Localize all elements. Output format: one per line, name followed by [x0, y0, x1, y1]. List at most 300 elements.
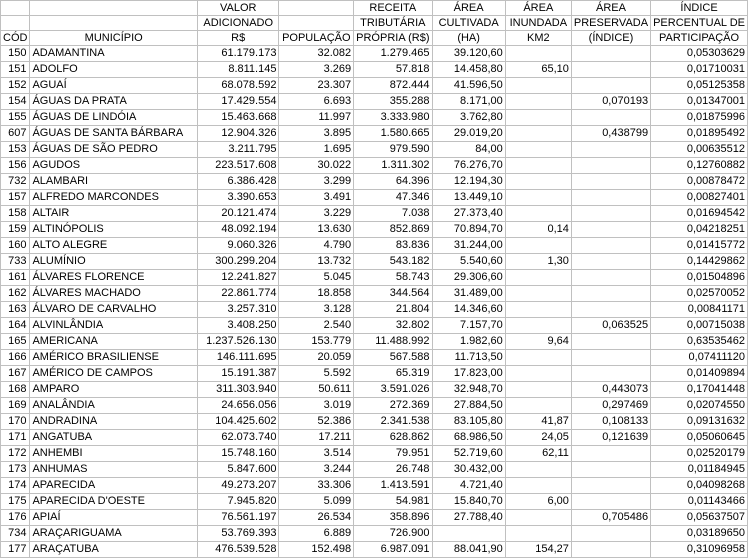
cell-valor-adicionado[interactable]: 20.121.474 — [197, 206, 278, 222]
cell-receita-tributaria[interactable]: 47.346 — [354, 190, 432, 206]
cell-indice-participacao[interactable]: 0,01347001 — [651, 94, 748, 110]
cell-receita-tributaria[interactable]: 58.743 — [354, 270, 432, 286]
cell-area-cultivada[interactable]: 29.019,20 — [432, 126, 505, 142]
cell-populacao[interactable]: 5.592 — [279, 366, 354, 382]
cell-indice-participacao[interactable]: 0,00827401 — [651, 190, 748, 206]
cell-area-cultivada[interactable]: 17.823,00 — [432, 366, 505, 382]
cell-populacao[interactable]: 2.540 — [279, 318, 354, 334]
cell-cod[interactable]: 160 — [1, 238, 30, 254]
header-cell-area-inundada[interactable]: ÁREA — [505, 1, 571, 16]
cell-area-cultivada[interactable]: 7.157,70 — [432, 318, 505, 334]
cell-receita-tributaria[interactable]: 1.279.465 — [354, 46, 432, 62]
cell-populacao[interactable]: 3.229 — [279, 206, 354, 222]
cell-receita-tributaria[interactable]: 1.413.591 — [354, 478, 432, 494]
cell-receita-tributaria[interactable]: 1.311.302 — [354, 158, 432, 174]
cell-area-inundada[interactable]: 154,27 — [505, 542, 571, 558]
cell-populacao[interactable]: 1.695 — [279, 142, 354, 158]
cell-municipio[interactable]: AGUAÍ — [30, 78, 198, 94]
cell-area-preservada[interactable] — [571, 542, 650, 558]
cell-populacao[interactable]: 3.895 — [279, 126, 354, 142]
header-cell-area-inundada[interactable]: KM2 — [505, 31, 571, 46]
cell-indice-participacao[interactable]: 0,01409894 — [651, 366, 748, 382]
cell-populacao[interactable]: 17.211 — [279, 430, 354, 446]
cell-valor-adicionado[interactable]: 15.748.160 — [197, 446, 278, 462]
cell-receita-tributaria[interactable]: 355.288 — [354, 94, 432, 110]
cell-municipio[interactable]: ANGATUBA — [30, 430, 198, 446]
cell-populacao[interactable]: 13.732 — [279, 254, 354, 270]
cell-valor-adicionado[interactable]: 476.539.528 — [197, 542, 278, 558]
cell-receita-tributaria[interactable]: 3.333.980 — [354, 110, 432, 126]
cell-indice-participacao[interactable]: 0,01875996 — [651, 110, 748, 126]
cell-populacao[interactable]: 13.630 — [279, 222, 354, 238]
cell-cod[interactable]: 732 — [1, 174, 30, 190]
cell-municipio[interactable]: ADAMANTINA — [30, 46, 198, 62]
cell-receita-tributaria[interactable]: 872.444 — [354, 78, 432, 94]
cell-indice-participacao[interactable]: 0,63535462 — [651, 334, 748, 350]
cell-area-cultivada[interactable]: 83.105,80 — [432, 414, 505, 430]
cell-receita-tributaria[interactable]: 272.369 — [354, 398, 432, 414]
cell-area-cultivada[interactable]: 27.373,40 — [432, 206, 505, 222]
cell-valor-adicionado[interactable]: 24.656.056 — [197, 398, 278, 414]
cell-municipio[interactable]: AGUDOS — [30, 158, 198, 174]
cell-municipio[interactable]: ÁLVARES FLORENCE — [30, 270, 198, 286]
cell-municipio[interactable]: ARAÇARIGUAMA — [30, 526, 198, 542]
cell-valor-adicionado[interactable]: 1.237.526.130 — [197, 334, 278, 350]
cell-area-preservada[interactable] — [571, 190, 650, 206]
cell-area-inundada[interactable] — [505, 350, 571, 366]
header-cell-indice-participacao[interactable]: PARTICIPAÇÃO — [651, 31, 748, 46]
header-cell-receita-tributaria[interactable]: PRÓPRIA (R$) — [354, 31, 432, 46]
cell-area-inundada[interactable] — [505, 270, 571, 286]
cell-area-inundada[interactable]: 41,87 — [505, 414, 571, 430]
cell-populacao[interactable]: 18.858 — [279, 286, 354, 302]
cell-populacao[interactable]: 3.019 — [279, 398, 354, 414]
cell-populacao[interactable]: 6.889 — [279, 526, 354, 542]
cell-municipio[interactable]: ALVINLÂNDIA — [30, 318, 198, 334]
cell-area-preservada[interactable] — [571, 366, 650, 382]
cell-municipio[interactable]: ALTINÓPOLIS — [30, 222, 198, 238]
header-cell-receita-tributaria[interactable]: TRIBUTÁRIA — [354, 16, 432, 31]
cell-area-inundada[interactable] — [505, 526, 571, 542]
cell-area-cultivada[interactable]: 4.721,40 — [432, 478, 505, 494]
cell-area-preservada[interactable] — [571, 254, 650, 270]
cell-municipio[interactable]: ARAÇATUBA — [30, 542, 198, 558]
cell-indice-participacao[interactable]: 0,01143466 — [651, 494, 748, 510]
cell-valor-adicionado[interactable]: 6.386.428 — [197, 174, 278, 190]
cell-receita-tributaria[interactable]: 3.591.026 — [354, 382, 432, 398]
cell-receita-tributaria[interactable]: 344.564 — [354, 286, 432, 302]
header-cell-receita-tributaria[interactable]: RECEITA — [354, 1, 432, 16]
cell-receita-tributaria[interactable]: 852.869 — [354, 222, 432, 238]
cell-cod[interactable]: 177 — [1, 542, 30, 558]
cell-area-inundada[interactable]: 62,11 — [505, 446, 571, 462]
cell-area-inundada[interactable] — [505, 478, 571, 494]
cell-valor-adicionado[interactable]: 311.303.940 — [197, 382, 278, 398]
cell-cod[interactable]: 154 — [1, 94, 30, 110]
cell-valor-adicionado[interactable]: 53.769.393 — [197, 526, 278, 542]
cell-area-preservada[interactable] — [571, 350, 650, 366]
cell-populacao[interactable]: 3.244 — [279, 462, 354, 478]
cell-municipio[interactable]: ALFREDO MARCONDES — [30, 190, 198, 206]
cell-area-cultivada[interactable]: 31.489,00 — [432, 286, 505, 302]
cell-area-preservada[interactable]: 0,063525 — [571, 318, 650, 334]
cell-municipio[interactable]: ANHUMAS — [30, 462, 198, 478]
header-cell-municipio[interactable] — [30, 1, 198, 16]
cell-area-inundada[interactable] — [505, 94, 571, 110]
cell-area-preservada[interactable] — [571, 334, 650, 350]
cell-area-cultivada[interactable]: 11.713,50 — [432, 350, 505, 366]
cell-indice-participacao[interactable]: 0,00635512 — [651, 142, 748, 158]
cell-cod[interactable]: 161 — [1, 270, 30, 286]
cell-receita-tributaria[interactable]: 65.319 — [354, 366, 432, 382]
cell-indice-participacao[interactable]: 0,01895492 — [651, 126, 748, 142]
cell-populacao[interactable]: 3.128 — [279, 302, 354, 318]
cell-indice-participacao[interactable]: 0,05060645 — [651, 430, 748, 446]
cell-receita-tributaria[interactable]: 57.818 — [354, 62, 432, 78]
cell-cod[interactable]: 174 — [1, 478, 30, 494]
cell-municipio[interactable]: ANALÂNDIA — [30, 398, 198, 414]
cell-area-inundada[interactable] — [505, 398, 571, 414]
cell-receita-tributaria[interactable]: 979.590 — [354, 142, 432, 158]
cell-area-preservada[interactable]: 0,705486 — [571, 510, 650, 526]
cell-indice-participacao[interactable]: 0,12760882 — [651, 158, 748, 174]
cell-populacao[interactable]: 3.491 — [279, 190, 354, 206]
cell-receita-tributaria[interactable]: 6.987.091 — [354, 542, 432, 558]
cell-populacao[interactable]: 3.514 — [279, 446, 354, 462]
cell-area-cultivada[interactable]: 8.171,00 — [432, 94, 505, 110]
header-cell-area-preservada[interactable]: PRESERVADA — [571, 16, 650, 31]
cell-area-inundada[interactable] — [505, 110, 571, 126]
cell-area-cultivada[interactable]: 14.458,80 — [432, 62, 505, 78]
cell-area-inundada[interactable] — [505, 462, 571, 478]
cell-indice-participacao[interactable]: 0,01504896 — [651, 270, 748, 286]
cell-populacao[interactable]: 11.997 — [279, 110, 354, 126]
cell-area-inundada[interactable] — [505, 78, 571, 94]
cell-area-inundada[interactable] — [505, 206, 571, 222]
cell-populacao[interactable]: 52.386 — [279, 414, 354, 430]
cell-indice-participacao[interactable]: 0,01710031 — [651, 62, 748, 78]
cell-valor-adicionado[interactable]: 62.073.740 — [197, 430, 278, 446]
cell-area-cultivada[interactable]: 27.884,50 — [432, 398, 505, 414]
cell-cod[interactable]: 156 — [1, 158, 30, 174]
cell-area-preservada[interactable]: 0,443073 — [571, 382, 650, 398]
cell-area-cultivada[interactable]: 31.244,00 — [432, 238, 505, 254]
cell-valor-adicionado[interactable]: 61.179.173 — [197, 46, 278, 62]
cell-area-preservada[interactable]: 0,108133 — [571, 414, 650, 430]
cell-indice-participacao[interactable]: 0,01184945 — [651, 462, 748, 478]
cell-indice-participacao[interactable]: 0,04218251 — [651, 222, 748, 238]
cell-indice-participacao[interactable]: 0,02520179 — [651, 446, 748, 462]
cell-indice-participacao[interactable]: 0,01694542 — [651, 206, 748, 222]
cell-area-preservada[interactable] — [571, 222, 650, 238]
cell-municipio[interactable]: ÁGUAS DE LINDÓIA — [30, 110, 198, 126]
cell-indice-participacao[interactable]: 0,07411120 — [651, 350, 748, 366]
cell-receita-tributaria[interactable]: 1.580.665 — [354, 126, 432, 142]
header-cell-cod[interactable] — [1, 16, 30, 31]
cell-indice-participacao[interactable]: 0,03189650 — [651, 526, 748, 542]
cell-area-preservada[interactable] — [571, 446, 650, 462]
cell-valor-adicionado[interactable]: 5.847.600 — [197, 462, 278, 478]
cell-indice-participacao[interactable]: 0,02570052 — [651, 286, 748, 302]
cell-valor-adicionado[interactable]: 49.273.207 — [197, 478, 278, 494]
cell-valor-adicionado[interactable]: 76.561.197 — [197, 510, 278, 526]
cell-cod[interactable]: 171 — [1, 430, 30, 446]
header-cell-area-inundada[interactable]: INUNDADA — [505, 16, 571, 31]
cell-receita-tributaria[interactable]: 83.836 — [354, 238, 432, 254]
cell-indice-participacao[interactable]: 0,01415772 — [651, 238, 748, 254]
cell-area-inundada[interactable] — [505, 302, 571, 318]
cell-cod[interactable]: 175 — [1, 494, 30, 510]
cell-receita-tributaria[interactable]: 543.182 — [354, 254, 432, 270]
header-cell-area-preservada[interactable]: (ÍNDICE) — [571, 31, 650, 46]
cell-area-inundada[interactable] — [505, 190, 571, 206]
cell-area-preservada[interactable]: 0,070193 — [571, 94, 650, 110]
cell-receita-tributaria[interactable]: 628.862 — [354, 430, 432, 446]
cell-valor-adicionado[interactable]: 12.241.827 — [197, 270, 278, 286]
cell-area-cultivada[interactable]: 39.120,60 — [432, 46, 505, 62]
cell-receita-tributaria[interactable]: 21.804 — [354, 302, 432, 318]
cell-municipio[interactable]: ÁGUAS DA PRATA — [30, 94, 198, 110]
cell-cod[interactable]: 158 — [1, 206, 30, 222]
cell-valor-adicionado[interactable]: 223.517.608 — [197, 158, 278, 174]
cell-populacao[interactable]: 26.534 — [279, 510, 354, 526]
header-cell-populacao[interactable] — [279, 1, 354, 16]
cell-populacao[interactable]: 152.498 — [279, 542, 354, 558]
cell-area-cultivada[interactable] — [432, 526, 505, 542]
cell-cod[interactable]: 155 — [1, 110, 30, 126]
cell-receita-tributaria[interactable]: 358.896 — [354, 510, 432, 526]
cell-area-preservada[interactable] — [571, 302, 650, 318]
cell-area-cultivada[interactable]: 30.432,00 — [432, 462, 505, 478]
cell-populacao[interactable]: 5.045 — [279, 270, 354, 286]
cell-area-cultivada[interactable]: 13.449,10 — [432, 190, 505, 206]
cell-area-preservada[interactable] — [571, 478, 650, 494]
header-cell-cod[interactable] — [1, 1, 30, 16]
cell-area-preservada[interactable]: 0,438799 — [571, 126, 650, 142]
cell-valor-adicionado[interactable]: 300.299.204 — [197, 254, 278, 270]
cell-area-inundada[interactable]: 6,00 — [505, 494, 571, 510]
header-cell-area-cultivada[interactable]: CULTIVADA — [432, 16, 505, 31]
cell-receita-tributaria[interactable]: 567.588 — [354, 350, 432, 366]
cell-area-preservada[interactable] — [571, 46, 650, 62]
cell-valor-adicionado[interactable]: 15.191.387 — [197, 366, 278, 382]
cell-indice-participacao[interactable]: 0,09131632 — [651, 414, 748, 430]
cell-municipio[interactable]: ALTAIR — [30, 206, 198, 222]
cell-populacao[interactable]: 4.790 — [279, 238, 354, 254]
cell-populacao[interactable]: 30.022 — [279, 158, 354, 174]
header-cell-area-cultivada[interactable]: ÁREA — [432, 1, 505, 16]
cell-area-inundada[interactable] — [505, 126, 571, 142]
cell-area-inundada[interactable]: 65,10 — [505, 62, 571, 78]
cell-area-inundada[interactable] — [505, 46, 571, 62]
cell-valor-adicionado[interactable]: 15.463.668 — [197, 110, 278, 126]
cell-valor-adicionado[interactable]: 68.078.592 — [197, 78, 278, 94]
cell-cod[interactable]: 163 — [1, 302, 30, 318]
cell-area-preservada[interactable]: 0,121639 — [571, 430, 650, 446]
cell-indice-participacao[interactable]: 0,14429862 — [651, 254, 748, 270]
cell-area-cultivada[interactable]: 1.982,60 — [432, 334, 505, 350]
cell-area-inundada[interactable] — [505, 286, 571, 302]
cell-cod[interactable]: 162 — [1, 286, 30, 302]
cell-valor-adicionado[interactable]: 22.861.774 — [197, 286, 278, 302]
cell-cod[interactable]: 157 — [1, 190, 30, 206]
header-cell-area-cultivada[interactable]: (HA) — [432, 31, 505, 46]
header-cell-indice-participacao[interactable]: ÍNDICE — [651, 1, 748, 16]
cell-populacao[interactable]: 23.307 — [279, 78, 354, 94]
cell-area-preservada[interactable] — [571, 142, 650, 158]
cell-cod[interactable]: 151 — [1, 62, 30, 78]
cell-area-inundada[interactable] — [505, 510, 571, 526]
cell-area-cultivada[interactable]: 12.194,30 — [432, 174, 505, 190]
cell-valor-adicionado[interactable]: 17.429.554 — [197, 94, 278, 110]
cell-cod[interactable]: 734 — [1, 526, 30, 542]
cell-area-cultivada[interactable]: 29.306,60 — [432, 270, 505, 286]
cell-area-cultivada[interactable]: 14.346,60 — [432, 302, 505, 318]
cell-indice-participacao[interactable]: 0,00878472 — [651, 174, 748, 190]
cell-indice-participacao[interactable]: 0,00715038 — [651, 318, 748, 334]
cell-populacao[interactable]: 3.299 — [279, 174, 354, 190]
cell-receita-tributaria[interactable]: 26.748 — [354, 462, 432, 478]
cell-area-inundada[interactable] — [505, 174, 571, 190]
cell-municipio[interactable]: ADOLFO — [30, 62, 198, 78]
cell-municipio[interactable]: ÁLVARES MACHADO — [30, 286, 198, 302]
cell-municipio[interactable]: AMERICANA — [30, 334, 198, 350]
cell-municipio[interactable]: APARECIDA — [30, 478, 198, 494]
cell-area-preservada[interactable] — [571, 238, 650, 254]
cell-municipio[interactable]: ÁGUAS DE SÃO PEDRO — [30, 142, 198, 158]
header-cell-populacao[interactable]: POPULAÇÃO — [279, 31, 354, 46]
cell-municipio[interactable]: APARECIDA D'OESTE — [30, 494, 198, 510]
cell-area-cultivada[interactable]: 68.986,50 — [432, 430, 505, 446]
cell-area-cultivada[interactable]: 15.840,70 — [432, 494, 505, 510]
cell-area-preservada[interactable] — [571, 494, 650, 510]
cell-municipio[interactable]: AMÉRICO BRASILIENSE — [30, 350, 198, 366]
cell-area-cultivada[interactable]: 84,00 — [432, 142, 505, 158]
cell-municipio[interactable]: ANHEMBI — [30, 446, 198, 462]
cell-area-cultivada[interactable]: 52.719,60 — [432, 446, 505, 462]
cell-cod[interactable]: 173 — [1, 462, 30, 478]
cell-area-inundada[interactable] — [505, 238, 571, 254]
cell-populacao[interactable]: 50.611 — [279, 382, 354, 398]
cell-area-preservada[interactable] — [571, 110, 650, 126]
cell-populacao[interactable]: 33.306 — [279, 478, 354, 494]
cell-area-inundada[interactable] — [505, 142, 571, 158]
cell-area-preservada[interactable]: 0,297469 — [571, 398, 650, 414]
cell-indice-participacao[interactable]: 0,31096958 — [651, 542, 748, 558]
cell-cod[interactable]: 607 — [1, 126, 30, 142]
header-cell-municipio[interactable] — [30, 16, 198, 31]
cell-area-inundada[interactable] — [505, 366, 571, 382]
cell-populacao[interactable]: 153.779 — [279, 334, 354, 350]
cell-cod[interactable]: 169 — [1, 398, 30, 414]
cell-valor-adicionado[interactable]: 3.408.250 — [197, 318, 278, 334]
cell-area-inundada[interactable]: 9,64 — [505, 334, 571, 350]
cell-valor-adicionado[interactable]: 3.257.310 — [197, 302, 278, 318]
cell-area-preservada[interactable] — [571, 526, 650, 542]
cell-cod[interactable]: 153 — [1, 142, 30, 158]
cell-valor-adicionado[interactable]: 7.945.820 — [197, 494, 278, 510]
cell-valor-adicionado[interactable]: 104.425.602 — [197, 414, 278, 430]
cell-municipio[interactable]: ANDRADINA — [30, 414, 198, 430]
cell-indice-participacao[interactable]: 0,05637507 — [651, 510, 748, 526]
header-cell-area-preservada[interactable]: ÁREA — [571, 1, 650, 16]
header-cell-municipio[interactable]: MUNICÍPIO — [30, 31, 198, 46]
cell-populacao[interactable]: 32.082 — [279, 46, 354, 62]
cell-receita-tributaria[interactable]: 79.951 — [354, 446, 432, 462]
cell-area-cultivada[interactable]: 70.894,70 — [432, 222, 505, 238]
cell-populacao[interactable]: 5.099 — [279, 494, 354, 510]
cell-cod[interactable]: 150 — [1, 46, 30, 62]
cell-populacao[interactable]: 20.059 — [279, 350, 354, 366]
cell-area-preservada[interactable] — [571, 286, 650, 302]
cell-populacao[interactable]: 3.269 — [279, 62, 354, 78]
cell-indice-participacao[interactable]: 0,00841171 — [651, 302, 748, 318]
cell-cod[interactable]: 166 — [1, 350, 30, 366]
cell-area-cultivada[interactable]: 41.596,50 — [432, 78, 505, 94]
cell-municipio[interactable]: ÁLVARO DE CARVALHO — [30, 302, 198, 318]
header-cell-populacao[interactable] — [279, 16, 354, 31]
header-cell-valor-adicionado[interactable]: R$ — [197, 31, 278, 46]
cell-receita-tributaria[interactable]: 2.341.538 — [354, 414, 432, 430]
header-cell-valor-adicionado[interactable]: ADICIONADO — [197, 16, 278, 31]
cell-cod[interactable]: 167 — [1, 366, 30, 382]
cell-area-cultivada[interactable]: 32.948,70 — [432, 382, 505, 398]
cell-receita-tributaria[interactable]: 32.802 — [354, 318, 432, 334]
cell-area-inundada[interactable] — [505, 318, 571, 334]
cell-area-inundada[interactable] — [505, 158, 571, 174]
cell-area-cultivada[interactable]: 76.276,70 — [432, 158, 505, 174]
cell-cod[interactable]: 159 — [1, 222, 30, 238]
cell-cod[interactable]: 172 — [1, 446, 30, 462]
cell-area-preservada[interactable] — [571, 462, 650, 478]
cell-cod[interactable]: 176 — [1, 510, 30, 526]
cell-cod[interactable]: 168 — [1, 382, 30, 398]
cell-area-cultivada[interactable]: 27.788,40 — [432, 510, 505, 526]
cell-cod[interactable]: 170 — [1, 414, 30, 430]
cell-municipio[interactable]: AMÉRICO DE CAMPOS — [30, 366, 198, 382]
cell-area-inundada[interactable]: 24,05 — [505, 430, 571, 446]
cell-area-preservada[interactable] — [571, 206, 650, 222]
cell-municipio[interactable]: ÁGUAS DE SANTA BÁRBARA — [30, 126, 198, 142]
cell-area-preservada[interactable] — [571, 270, 650, 286]
cell-municipio[interactable]: ALUMÍNIO — [30, 254, 198, 270]
cell-receita-tributaria[interactable]: 726.900 — [354, 526, 432, 542]
cell-area-inundada[interactable]: 0,14 — [505, 222, 571, 238]
cell-valor-adicionado[interactable]: 3.211.795 — [197, 142, 278, 158]
cell-indice-participacao[interactable]: 0,05303629 — [651, 46, 748, 62]
header-cell-cod[interactable]: CÓD — [1, 31, 30, 46]
header-cell-indice-participacao[interactable]: PERCENTUAL DE — [651, 16, 748, 31]
cell-municipio[interactable]: AMPARO — [30, 382, 198, 398]
cell-area-preservada[interactable] — [571, 78, 650, 94]
cell-valor-adicionado[interactable]: 48.092.194 — [197, 222, 278, 238]
cell-municipio[interactable]: ALTO ALEGRE — [30, 238, 198, 254]
cell-receita-tributaria[interactable]: 64.396 — [354, 174, 432, 190]
cell-receita-tributaria[interactable]: 54.981 — [354, 494, 432, 510]
cell-municipio[interactable]: ALAMBARI — [30, 174, 198, 190]
cell-receita-tributaria[interactable]: 11.488.992 — [354, 334, 432, 350]
header-cell-valor-adicionado[interactable]: VALOR — [197, 1, 278, 16]
cell-area-cultivada[interactable]: 5.540,60 — [432, 254, 505, 270]
cell-municipio[interactable]: APIAÍ — [30, 510, 198, 526]
cell-area-cultivada[interactable]: 3.762,80 — [432, 110, 505, 126]
cell-valor-adicionado[interactable]: 3.390.653 — [197, 190, 278, 206]
cell-cod[interactable]: 165 — [1, 334, 30, 350]
cell-valor-adicionado[interactable]: 12.904.326 — [197, 126, 278, 142]
cell-valor-adicionado[interactable]: 8.811.145 — [197, 62, 278, 78]
cell-valor-adicionado[interactable]: 146.111.695 — [197, 350, 278, 366]
cell-indice-participacao[interactable]: 0,17041448 — [651, 382, 748, 398]
